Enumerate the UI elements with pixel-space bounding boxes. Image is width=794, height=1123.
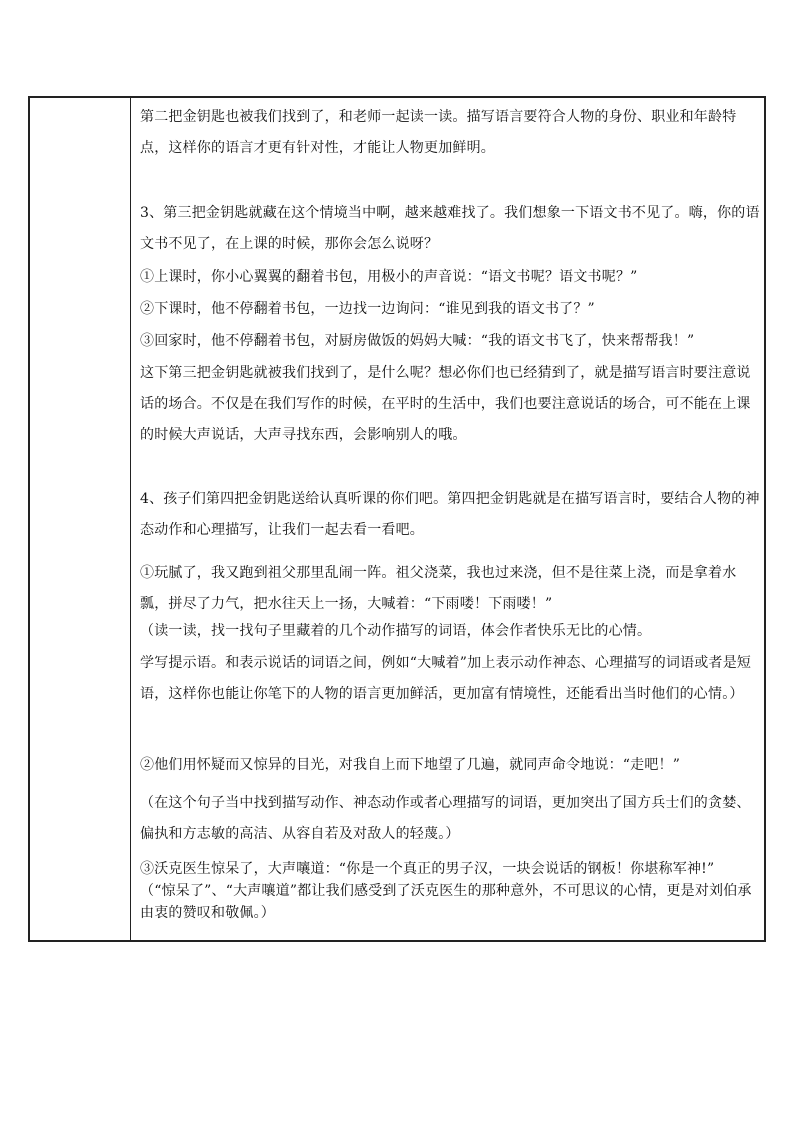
paragraph-second-key: 第二把金钥匙也被我们找到了，和老师一起读一读。描写语言要符合人物的身份、职业和年龄特点，这样你的语言才更有针对性，才能让人物更加鲜明。 [140, 109, 737, 156]
paragraph-third-key-intro: 3、第三把金钥匙就藏在这个情境当中啊，越来越难找了。我们想象一下语文书不见了。嗨，你的语文书不见了，在上课的时候，那你会怎么说呀？ [140, 205, 760, 252]
paragraph-third-key-summary: 这下第三把金钥匙就被我们找到了，是什么呢？想必你们也已经猜到了，就是描写语言时要注意说话的场合。不仅是在我们写作的时候，在平时的生活中，我们也要注意说话的场合，可不能在上课的时候大声说话，大声寻找东西，会影响别人的哦。 [140, 365, 751, 443]
example-one-note: （读一读，找一找句子里藏着的几个动作描写的词语，体会作者快乐无比的心情。 [140, 623, 652, 639]
example-one: ①玩腻了，我又跑到祖父那里乱闹一阵。祖父浇菜，我也过来浇，但不是往菜上浇，而是拿着水瓢，拼尽了力气，把水往天上一扬，大喊着：“下雨喽！下雨喽！” [140, 565, 737, 612]
content-cell [140, 98, 760, 940]
left-column-cell [30, 98, 131, 940]
paragraph-fourth-key-intro: 4、孩子们第四把金钥匙送给认真听课的你们吧。第四把金钥匙就是在描写语言时，要结合人物的神态动作和心理描写，让我们一起去看一看吧。 [140, 491, 760, 538]
example-three-note: （“惊呆了”、“大声嚷道”都让我们感受到了沃克医生的那种意外，不可思议的心情，更是对刘伯承由衷的赞叹和敬佩。） [140, 883, 752, 921]
list-item-break-time: ②下课时，他不停翻着书包，一边找一边询问：“谁见到我的语文书了？” [140, 301, 595, 317]
example-two-note: （在这个句子当中找到描写动作、神态动作或者心理描写的词语，更加突出了国方兵士们的贪婪、偏执和方志敏的高洁、从容自若及对敌人的轻蔑。） [140, 795, 751, 842]
example-one-note-2: 学写提示语。和表示说话的词语之间，例如“大喊着”加上表示动作神态、心理描写的词语或者是短语，这样你也能让你笔下的人物的语言更加鲜活，更加富有情境性，还能看出当时他们的心情。） [140, 655, 752, 702]
example-three: ③沃克医生惊呆了，大声嚷道：“你是一个真正的男子汉，一块会说话的钢板！你堪称军神!” [140, 861, 715, 877]
list-item-class-time: ①上课时，你小心翼翼的翻着书包，用极小的声音说：“语文书呢？语文书呢？” [140, 269, 638, 285]
lesson-table [28, 96, 766, 942]
example-two: ②他们用怀疑而又惊异的目光，对我自上而下地望了几遍，就同声命令地说：“走吧！” [140, 757, 681, 773]
list-item-home-time: ③回家时，他不停翻着书包，对厨房做饭的妈妈大喊：“我的语文书飞了，快来帮帮我！” [140, 333, 695, 349]
